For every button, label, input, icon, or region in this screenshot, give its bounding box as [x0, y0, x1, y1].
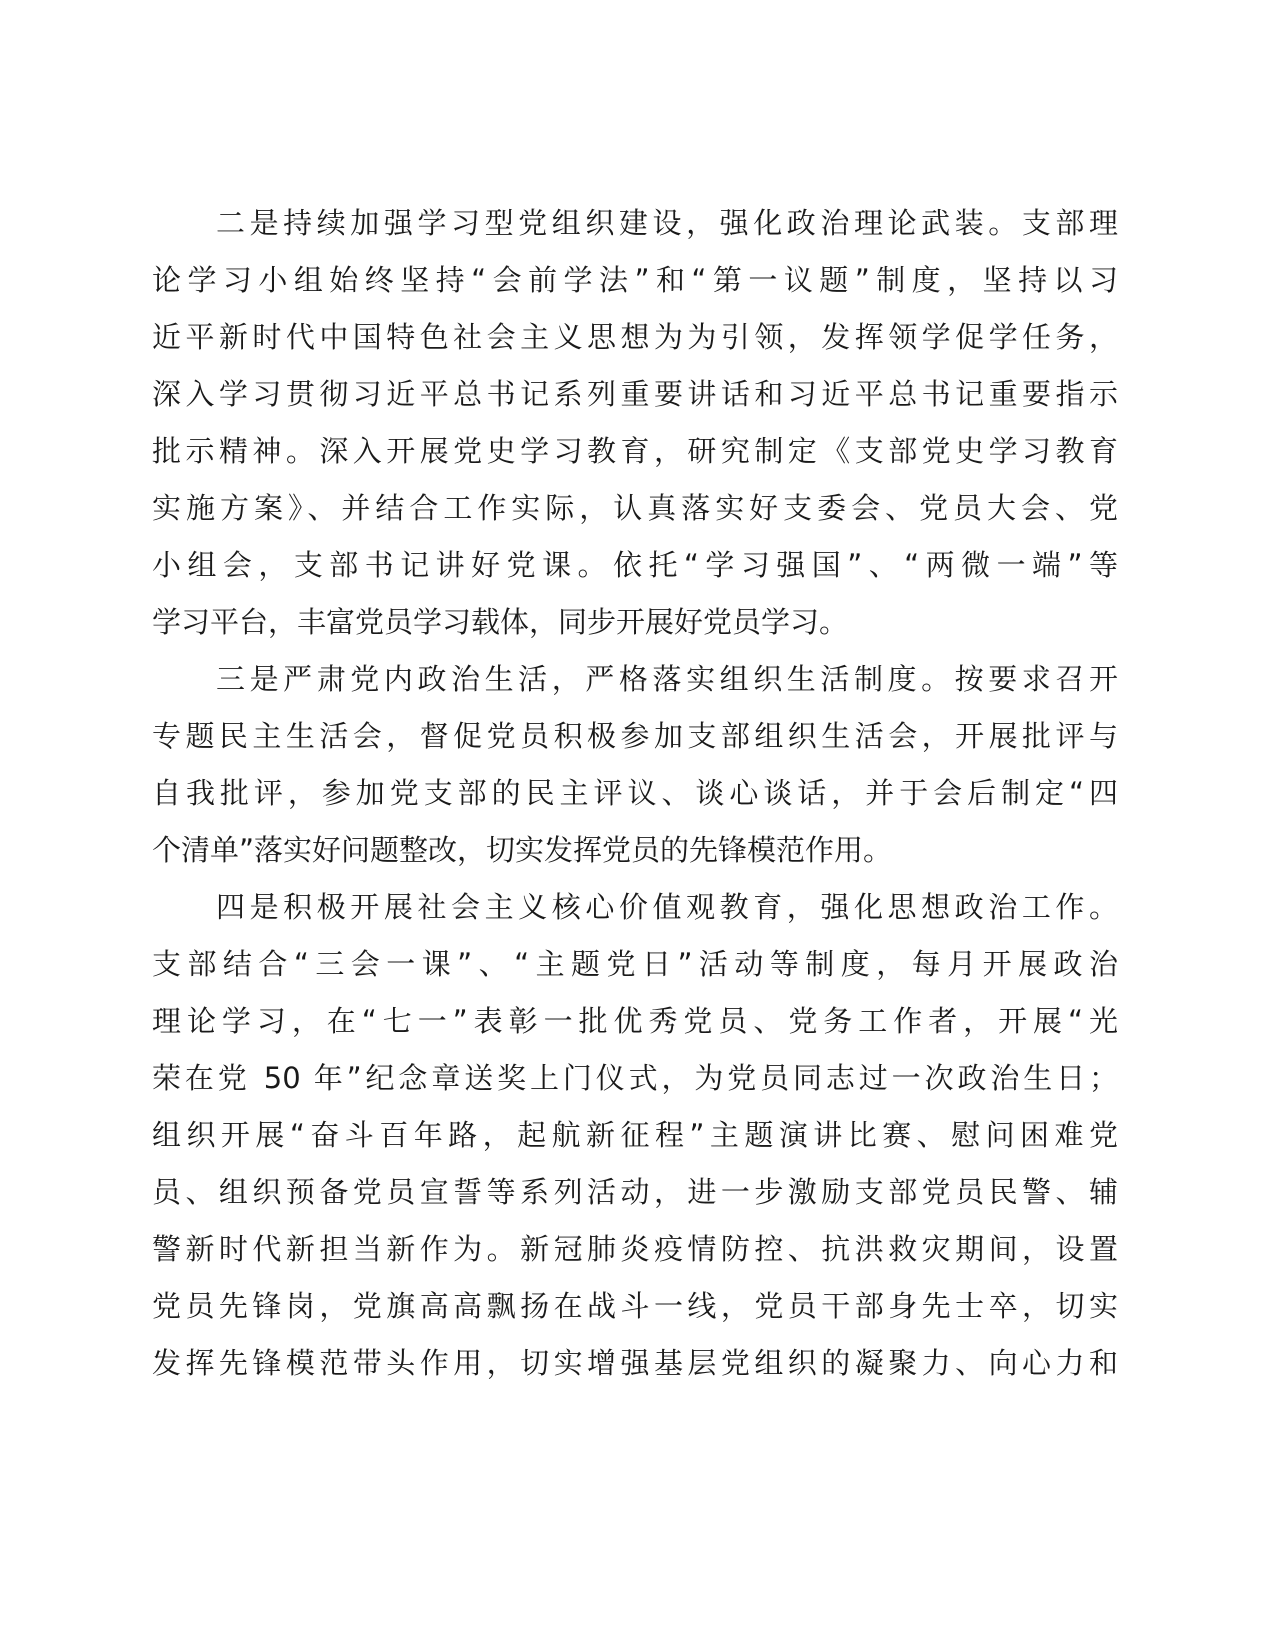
text-line: 个清单”落实好问题整改，切实发挥党员的先锋模范作用。 — [152, 833, 893, 867]
text-line: 自我批评，参加党支部的民主评议、谈心谈话，并于会后制定“四 — [152, 776, 1118, 810]
text-line: 学习平台，丰富党员学习载体，同步开展好党员学习。 — [152, 605, 849, 639]
text-line: 深入学习贯彻习近平总书记系列重要讲话和习近平总书记重要指示 — [152, 377, 1118, 411]
text-line: 员、组织预备党员宣誓等系列活动，进一步激励支部党员民警、辅 — [152, 1175, 1118, 1209]
paragraph-political-life — [152, 651, 1118, 879]
text-line: 三是严肃党内政治生活，严格落实组织生活制度。按要求召开 — [216, 662, 1118, 696]
text-line: 党员先锋岗，党旗高高飘扬在战斗一线，党员干部身先士卒，切实 — [152, 1289, 1118, 1323]
text-line: 荣在党 50 年”纪念章送奖上门仪式，为党员同志过一次政治生日； — [152, 1061, 1118, 1095]
text-line: 实施方案》、并结合工作实际，认真落实好支委会、党员大会、党 — [152, 491, 1118, 525]
paragraph-core-values — [152, 879, 1118, 1392]
paragraph-study-organization — [152, 195, 1118, 651]
text-line: 组织开展“奋斗百年路，起航新征程”主题演讲比赛、慰问困难党 — [152, 1118, 1118, 1152]
text-line: 二是持续加强学习型党组织建设，强化政治理论武装。支部理 — [216, 206, 1118, 240]
text-line: 小组会，支部书记讲好党课。依托“学习强国”、“两微一端”等 — [152, 548, 1118, 582]
text-line: 警新时代新担当新作为。新冠肺炎疫情防控、抗洪救灾期间，设置 — [152, 1232, 1118, 1266]
text-line: 理论学习，在“七一”表彰一批优秀党员、党务工作者，开展“光 — [152, 1004, 1118, 1038]
text-line: 批示精神。深入开展党史学习教育，研究制定《支部党史学习教育 — [152, 434, 1118, 468]
text-line: 专题民主生活会，督促党员积极参加支部组织生活会，开展批评与 — [152, 719, 1118, 753]
text-line: 四是积极开展社会主义核心价值观教育，强化思想政治工作。 — [216, 890, 1118, 924]
text-line: 近平新时代中国特色社会主义思想为为引领，发挥领学促学任务， — [152, 320, 1118, 354]
text-line: 发挥先锋模范带头作用，切实增强基层党组织的凝聚力、向心力和 — [152, 1346, 1118, 1380]
document-body — [152, 195, 1118, 1392]
text-line: 论学习小组始终坚持“会前学法”和“第一议题”制度，坚持以习 — [152, 263, 1118, 297]
text-line: 支部结合“三会一课”、“主题党日”活动等制度，每月开展政治 — [152, 947, 1118, 981]
